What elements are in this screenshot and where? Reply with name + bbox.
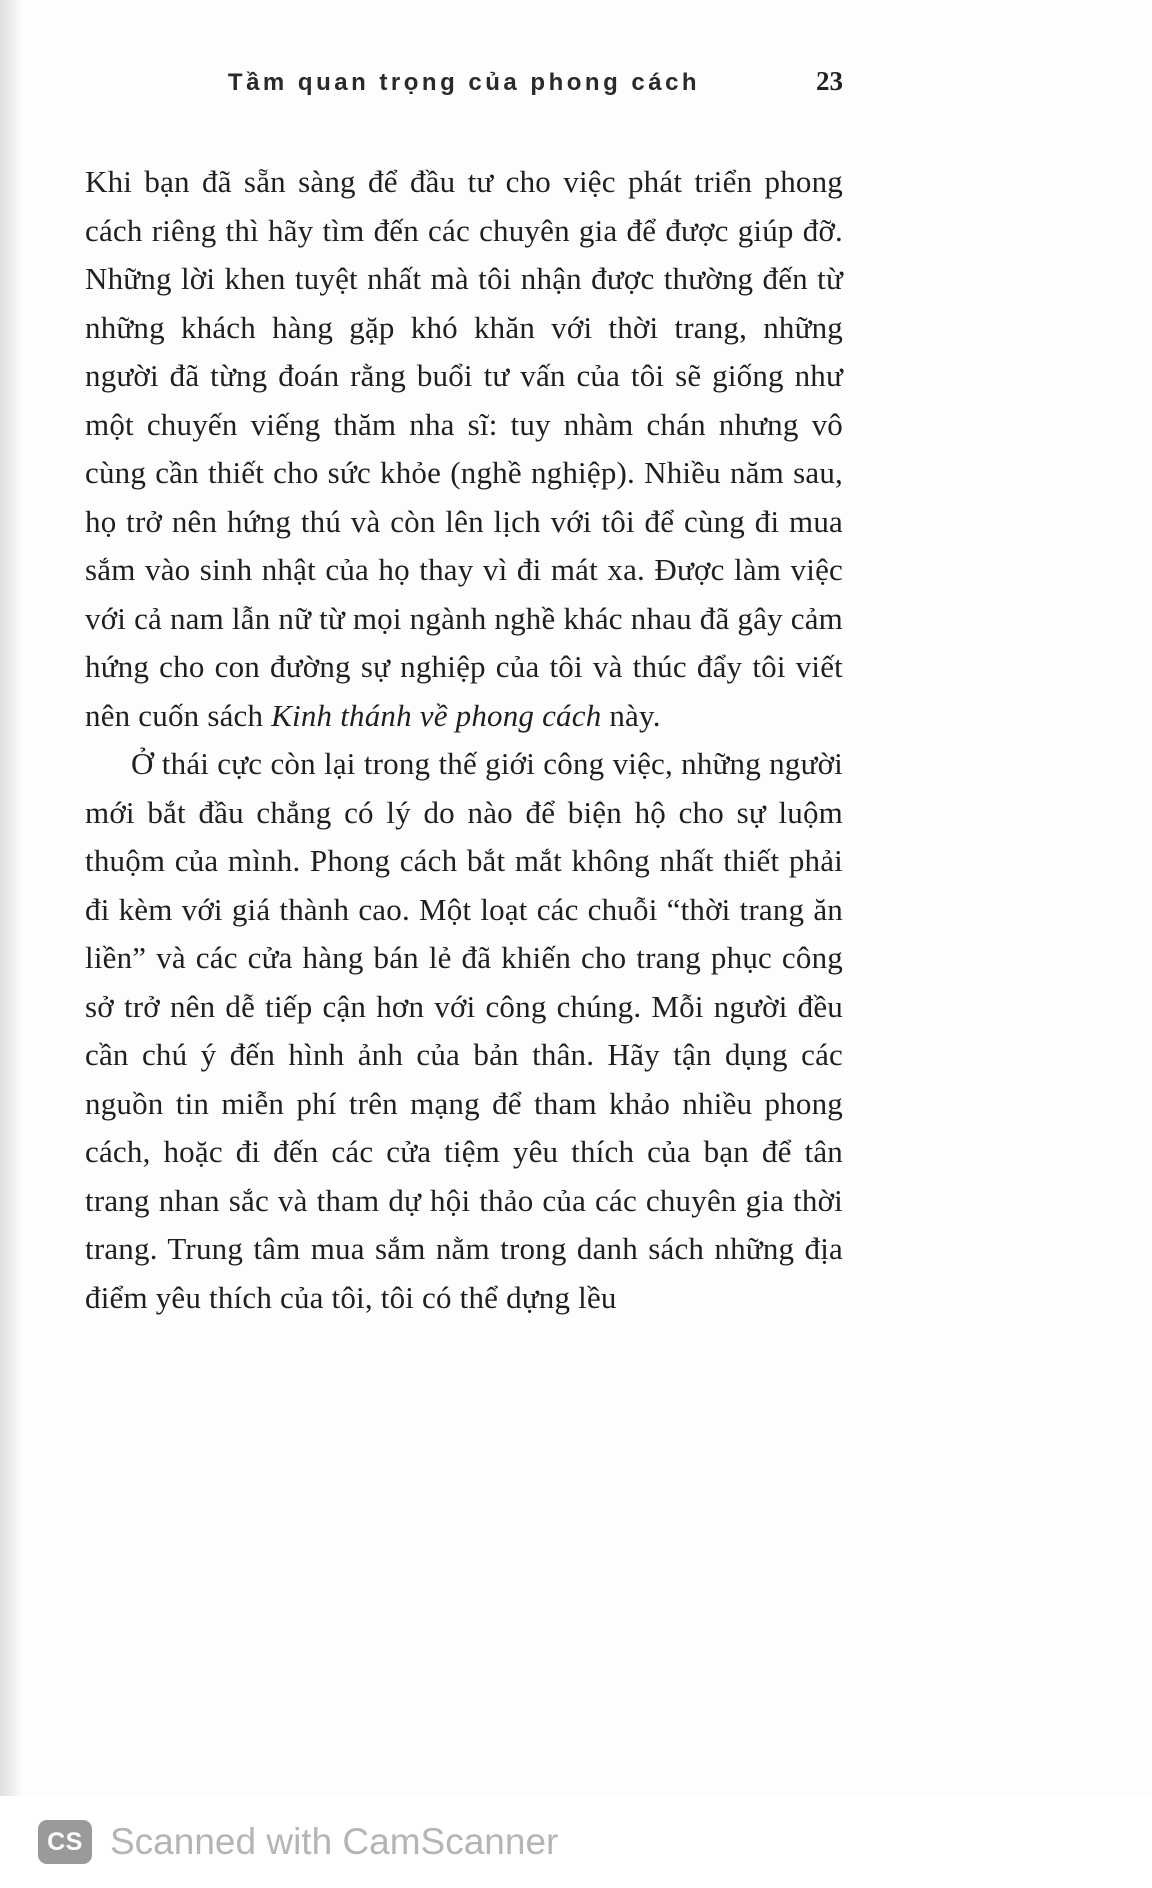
text-segment: Khi bạn đã sẵn sàng để đầu tư cho việc phát triển phong cách riêng thì hãy tìm đến các chuyên gia để được giúp đỡ. Những lời khen tuyệt nhất mà tôi nhận được thường đến từ những khách hàng gặp khó khăn với thời trang, những người đã từng đoán rằng buổi tư vấn của tôi sẽ giống như một chuyến viếng thăm nha sĩ: tuy nhàm chán nhưng vô cùng cần thiết cho sức khỏe (nghề nghiệp). Nhiều năm sau, họ trở nên hứng thú và còn lên lịch với tôi để cùng đi mua sắm vào sinh nhật của họ thay vì đi mát xa. Được làm việc với cả nam lẫn nữ từ mọi ngành nghề khác nhau đã gây cảm hứng cho con đường sự nghiệp của tôi và thúc đẩy tôi viết nên cuốn sách <box>85 164 843 733</box>
running-head-title: Tầm quan trọng của phong cách <box>227 69 701 96</box>
page-number: 23 <box>816 66 843 96</box>
scan-edge-shadow <box>0 0 22 1888</box>
text-segment: Kinh thánh về phong cách <box>271 697 602 733</box>
paragraph <box>85 740 843 1322</box>
text-segment: này. <box>601 697 661 733</box>
page-header <box>85 66 843 97</box>
text-segment: Ở thái cực còn lại trong thế giới công việc, những người mới bắt đầu chẳng có lý do nào để biện hộ cho sự luộm thuộm của mình. Phong cách bắt mắt không nhất thiết phải đi kèm với giá thành cao. Một loạt các chuỗi “thời trang ăn liền” và các cửa hàng bán lẻ đã khiến cho trang phục công sở trở nên dễ tiếp cận hơn với công chúng. Mỗi người đều cần chú ý đến hình ảnh của bản thân. Hãy tận dụng các nguồn tin miễn phí trên mạng để tham khảo nhiều phong cách, hoặc đi đến các cửa tiệm yêu thích của bạn để tân trang nhan sắc và tham dự hội thảo của các chuyên gia thời trang. Trung tâm mua sắm nằm trong danh sách những địa điểm yêu thích của tôi, tôi có thể dựng lều <box>85 746 843 1315</box>
camscanner-logo-icon: CS <box>38 1820 92 1864</box>
camscanner-watermark-text: Scanned with CamScanner <box>110 1821 559 1862</box>
camscanner-watermark <box>0 1796 1152 1888</box>
paragraph <box>85 158 843 740</box>
text-block <box>85 158 843 1322</box>
